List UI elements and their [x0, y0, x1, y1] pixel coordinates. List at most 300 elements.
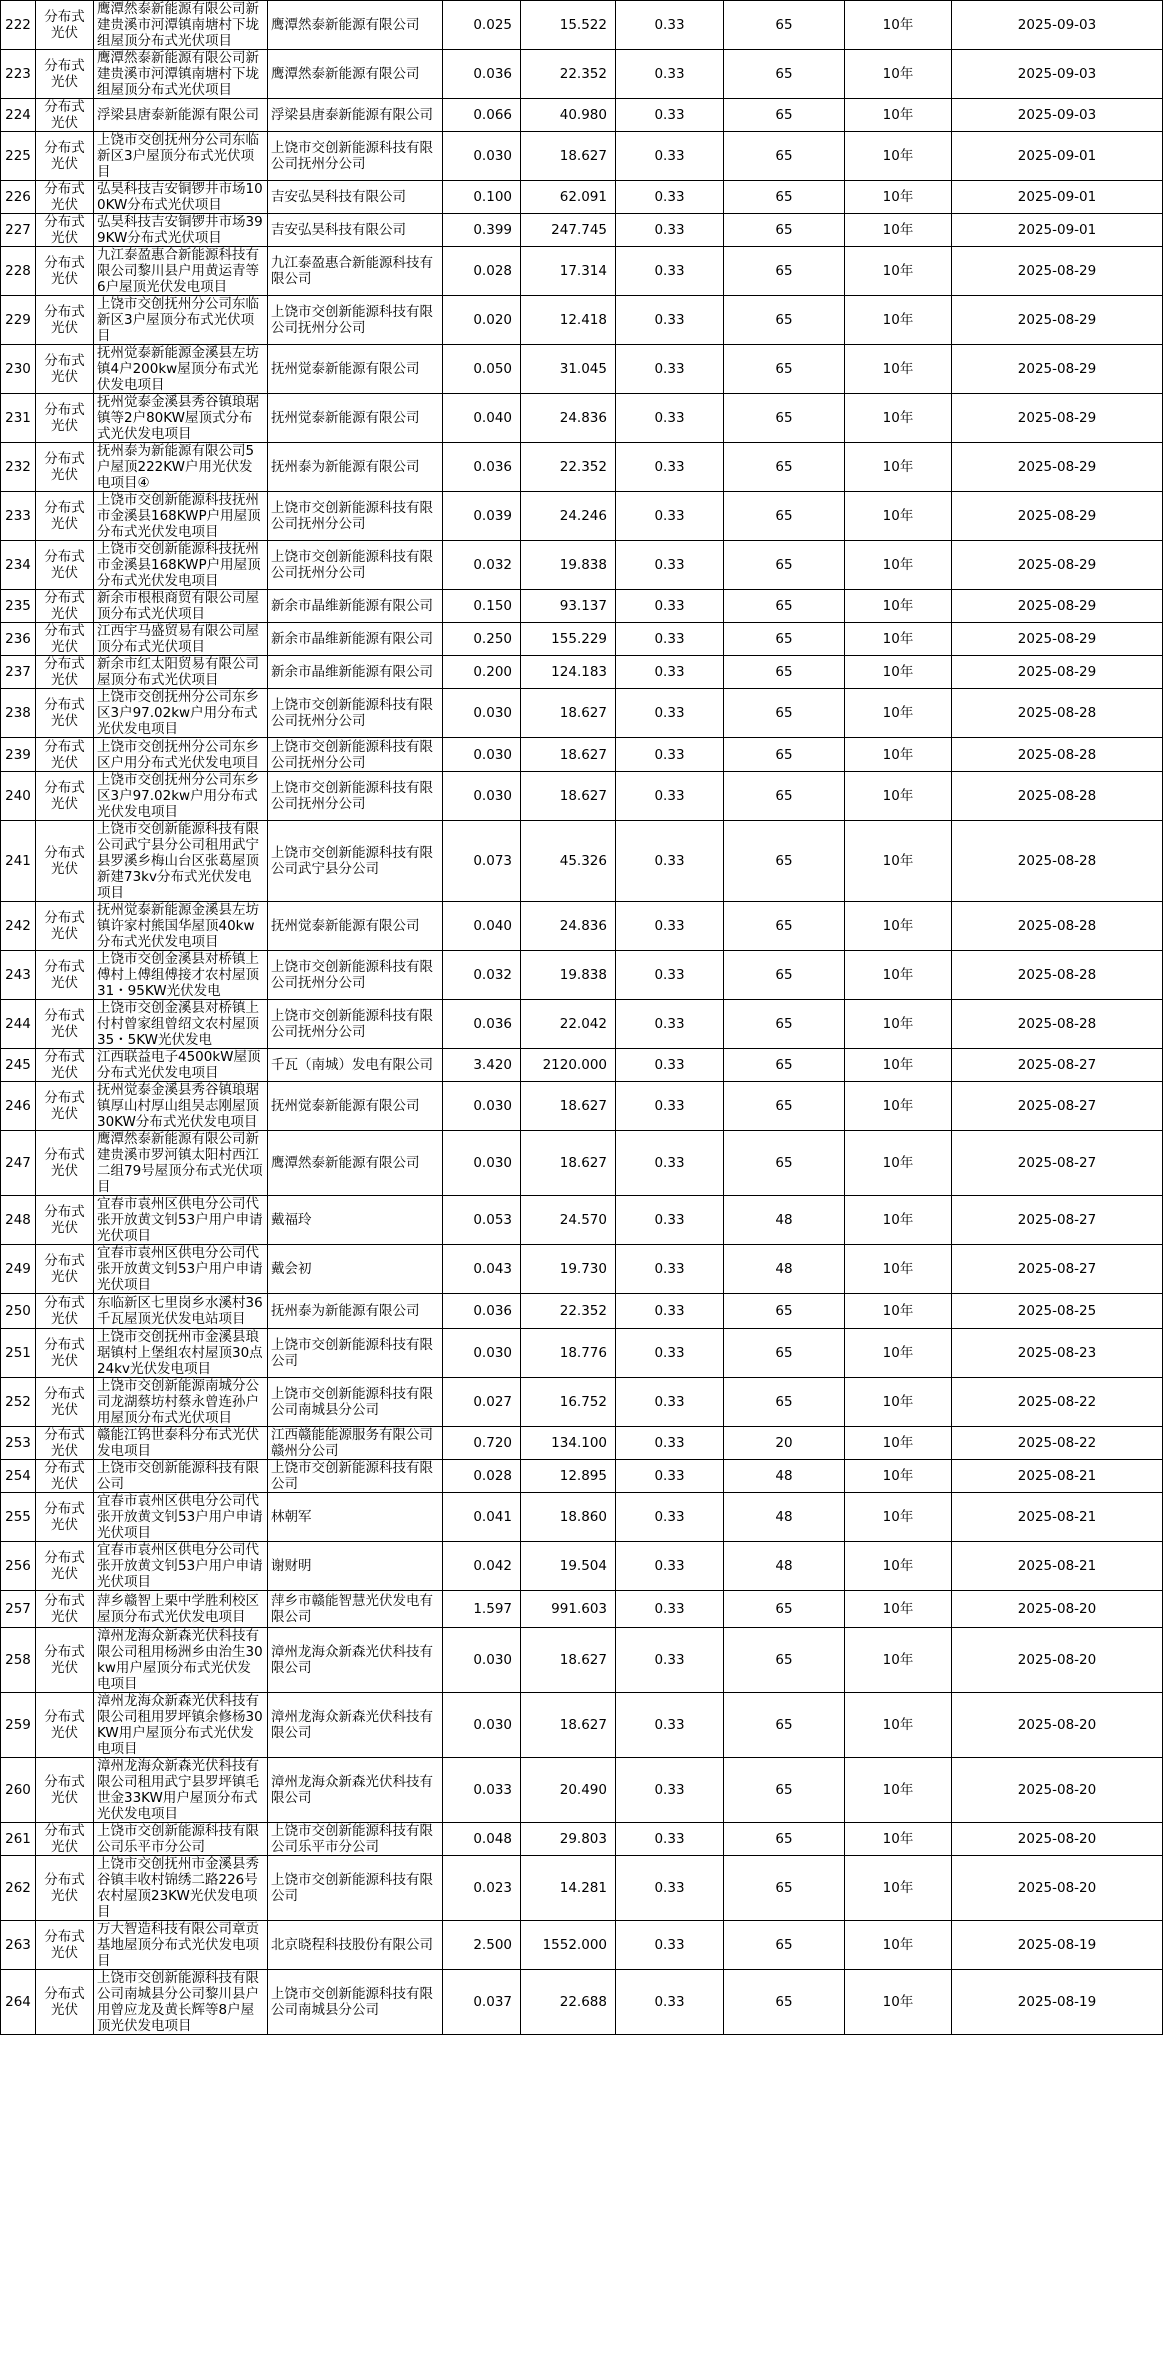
cell-date: 2025-08-29 [952, 247, 1163, 296]
cell-no: 232 [1, 443, 36, 492]
cell-type: 分布式光伏 [36, 590, 94, 623]
table-row [1, 1970, 1163, 2035]
cell-name: 上饶市交创新能源南城分公司龙湖蔡坊村蔡永曾连孙户用屋顶分布式光伏项目 [94, 1378, 268, 1427]
cell-date: 2025-08-20 [952, 1628, 1163, 1693]
cell-gen: 19.504 [521, 1542, 616, 1591]
cell-cap: 0.053 [443, 1196, 521, 1245]
cell-years: 10年 [845, 1460, 952, 1493]
table-row [1, 623, 1163, 656]
cell-gen: 22.688 [521, 1970, 616, 2035]
cell-years: 10年 [845, 492, 952, 541]
cell-gen: 19.838 [521, 951, 616, 1000]
cell-no: 246 [1, 1082, 36, 1131]
cell-span: 65 [724, 1591, 845, 1628]
cell-owner: 林朝军 [268, 1493, 443, 1542]
table-row [1, 1427, 1163, 1460]
cell-price: 0.33 [616, 1758, 724, 1823]
cell-price: 0.33 [616, 181, 724, 214]
cell-date: 2025-08-29 [952, 492, 1163, 541]
cell-gen: 18.860 [521, 1493, 616, 1542]
cell-cap: 0.250 [443, 623, 521, 656]
cell-span: 65 [724, 772, 845, 821]
cell-no: 250 [1, 1294, 36, 1329]
cell-type: 分布式光伏 [36, 1, 94, 50]
cell-type: 分布式光伏 [36, 738, 94, 772]
cell-owner: 上饶市交创新能源科技有限公司抚州分公司 [268, 541, 443, 590]
cell-date: 2025-08-29 [952, 296, 1163, 345]
cell-years: 10年 [845, 902, 952, 951]
cell-cap: 0.039 [443, 492, 521, 541]
table-row [1, 1329, 1163, 1378]
cell-type: 分布式光伏 [36, 99, 94, 132]
cell-name: 抚州觉泰新能源金溪县左坊镇许家村熊国华屋顶40kw分布式光伏发电项目 [94, 902, 268, 951]
cell-cap: 0.050 [443, 345, 521, 394]
cell-type: 分布式光伏 [36, 1970, 94, 2035]
cell-price: 0.33 [616, 1542, 724, 1591]
cell-years: 10年 [845, 1000, 952, 1049]
cell-span: 65 [724, 1970, 845, 2035]
cell-gen: 19.838 [521, 541, 616, 590]
cell-owner: 鹰潭然泰新能源有限公司 [268, 1131, 443, 1196]
cell-span: 65 [724, 132, 845, 181]
cell-owner: 上饶市交创新能源科技有限公司抚州分公司 [268, 492, 443, 541]
cell-cap: 0.041 [443, 1493, 521, 1542]
table-row [1, 1591, 1163, 1628]
cell-years: 10年 [845, 1427, 952, 1460]
cell-no: 238 [1, 689, 36, 738]
cell-type: 分布式光伏 [36, 1758, 94, 1823]
cell-span: 65 [724, 1823, 845, 1856]
cell-date: 2025-09-03 [952, 99, 1163, 132]
cell-name: 上饶市交创新能源科技抚州市金溪县168KWP户用屋顶分布式光伏发电项目 [94, 541, 268, 590]
cell-type: 分布式光伏 [36, 181, 94, 214]
cell-owner: 谢财明 [268, 1542, 443, 1591]
cell-type: 分布式光伏 [36, 1049, 94, 1082]
cell-years: 10年 [845, 1, 952, 50]
cell-years: 10年 [845, 623, 952, 656]
cell-date: 2025-08-19 [952, 1970, 1163, 2035]
cell-name: 上饶市交创新能源科技有限公司 [94, 1460, 268, 1493]
cell-gen: 18.627 [521, 132, 616, 181]
cell-date: 2025-08-27 [952, 1196, 1163, 1245]
cell-type: 分布式光伏 [36, 1628, 94, 1693]
table-row [1, 443, 1163, 492]
cell-owner: 上饶市交创新能源科技有限公司 [268, 1329, 443, 1378]
cell-span: 65 [724, 541, 845, 590]
cell-type: 分布式光伏 [36, 1082, 94, 1131]
cell-name: 上饶市交创抚州市金溪县秀谷镇丰收村锦绣二路226号农村屋顶23KW光伏发电项目 [94, 1856, 268, 1921]
cell-no: 252 [1, 1378, 36, 1427]
cell-span: 65 [724, 1378, 845, 1427]
cell-date: 2025-08-29 [952, 541, 1163, 590]
cell-gen: 247.745 [521, 214, 616, 247]
cell-date: 2025-08-22 [952, 1427, 1163, 1460]
table-row [1, 394, 1163, 443]
cell-years: 10年 [845, 394, 952, 443]
cell-price: 0.33 [616, 214, 724, 247]
table-row [1, 214, 1163, 247]
cell-years: 10年 [845, 738, 952, 772]
cell-span: 48 [724, 1460, 845, 1493]
cell-price: 0.33 [616, 951, 724, 1000]
cell-cap: 0.030 [443, 132, 521, 181]
cell-price: 0.33 [616, 345, 724, 394]
cell-owner: 上饶市交创新能源科技有限公司抚州分公司 [268, 738, 443, 772]
cell-years: 10年 [845, 689, 952, 738]
cell-years: 10年 [845, 1131, 952, 1196]
table-row [1, 1542, 1163, 1591]
cell-span: 20 [724, 1427, 845, 1460]
table-row [1, 132, 1163, 181]
cell-name: 上饶市交创抚州分公司东乡区3户97.02kw户用分布式光伏发电项目 [94, 689, 268, 738]
cell-gen: 24.570 [521, 1196, 616, 1245]
cell-type: 分布式光伏 [36, 1693, 94, 1758]
table-row [1, 821, 1163, 902]
cell-name: 宜春市袁州区供电分公司代张开放黄文钊53户用户申请光伏项目 [94, 1493, 268, 1542]
cell-name: 上饶市交创新能源科技抚州市金溪县168KWP户用屋顶分布式光伏发电项目 [94, 492, 268, 541]
cell-name: 上饶市交创新能源科技有限公司南城县分公司黎川县户用曾应龙及黄长辉等8户屋顶光伏发电项目 [94, 1970, 268, 2035]
cell-cap: 0.037 [443, 1970, 521, 2035]
cell-no: 237 [1, 656, 36, 689]
cell-cap: 0.032 [443, 541, 521, 590]
cell-date: 2025-08-27 [952, 1245, 1163, 1294]
cell-owner: 上饶市交创新能源科技有限公司武宁县分公司 [268, 821, 443, 902]
cell-type: 分布式光伏 [36, 1329, 94, 1378]
cell-no: 223 [1, 50, 36, 99]
cell-date: 2025-09-01 [952, 181, 1163, 214]
table-row [1, 1758, 1163, 1823]
cell-date: 2025-09-03 [952, 1, 1163, 50]
cell-name: 上饶市交创抚州分公司东乡区户用分布式光伏发电项目 [94, 738, 268, 772]
cell-span: 65 [724, 1294, 845, 1329]
cell-gen: 18.627 [521, 772, 616, 821]
cell-years: 10年 [845, 181, 952, 214]
table-row [1, 1131, 1163, 1196]
cell-span: 65 [724, 1856, 845, 1921]
cell-owner: 抚州泰为新能源有限公司 [268, 1294, 443, 1329]
cell-no: 261 [1, 1823, 36, 1856]
cell-gen: 29.803 [521, 1823, 616, 1856]
cell-gen: 19.730 [521, 1245, 616, 1294]
cell-gen: 93.137 [521, 590, 616, 623]
cell-no: 245 [1, 1049, 36, 1082]
cell-span: 65 [724, 394, 845, 443]
cell-type: 分布式光伏 [36, 345, 94, 394]
cell-span: 65 [724, 1329, 845, 1378]
cell-name: 鹰潭然泰新能源有限公司新建贵溪市河潭镇南塘村下垅组屋顶分布式光伏项目 [94, 50, 268, 99]
cell-years: 10年 [845, 821, 952, 902]
cell-no: 259 [1, 1693, 36, 1758]
table-row [1, 1856, 1163, 1921]
cell-name: 萍乡赣智上栗中学胜利校区屋顶分布式光伏发电项目 [94, 1591, 268, 1628]
cell-name: 上饶市交创抚州分公司东临新区3户屋顶分布式光伏项目 [94, 296, 268, 345]
cell-cap: 2.500 [443, 1921, 521, 1970]
cell-span: 65 [724, 214, 845, 247]
cell-cap: 0.030 [443, 1082, 521, 1131]
cell-type: 分布式光伏 [36, 132, 94, 181]
cell-years: 10年 [845, 590, 952, 623]
cell-owner: 吉安弘昊科技有限公司 [268, 181, 443, 214]
cell-no: 230 [1, 345, 36, 394]
cell-years: 10年 [845, 1493, 952, 1542]
cell-gen: 18.627 [521, 738, 616, 772]
cell-date: 2025-08-28 [952, 951, 1163, 1000]
cell-owner: 浮梁县唐泰新能源有限公司 [268, 99, 443, 132]
cell-type: 分布式光伏 [36, 1460, 94, 1493]
cell-no: 233 [1, 492, 36, 541]
cell-gen: 24.836 [521, 902, 616, 951]
cell-span: 65 [724, 1082, 845, 1131]
cell-price: 0.33 [616, 394, 724, 443]
cell-type: 分布式光伏 [36, 951, 94, 1000]
cell-date: 2025-08-27 [952, 1049, 1163, 1082]
cell-price: 0.33 [616, 1131, 724, 1196]
cell-span: 65 [724, 345, 845, 394]
cell-cap: 0.036 [443, 443, 521, 492]
cell-price: 0.33 [616, 443, 724, 492]
cell-no: 239 [1, 738, 36, 772]
cell-name: 上饶市交创金溪县对桥镇上付村曾家组曾绍文农村屋顶35・5KW光伏发电 [94, 1000, 268, 1049]
cell-no: 242 [1, 902, 36, 951]
cell-date: 2025-08-29 [952, 590, 1163, 623]
cell-gen: 18.627 [521, 1131, 616, 1196]
cell-span: 48 [724, 1245, 845, 1294]
cell-span: 65 [724, 1131, 845, 1196]
cell-years: 10年 [845, 1628, 952, 1693]
cell-price: 0.33 [616, 821, 724, 902]
cell-cap: 0.036 [443, 1000, 521, 1049]
table-row [1, 951, 1163, 1000]
cell-type: 分布式光伏 [36, 1000, 94, 1049]
cell-date: 2025-08-20 [952, 1758, 1163, 1823]
table-row [1, 247, 1163, 296]
cell-owner: 上饶市交创新能源科技有限公司抚州分公司 [268, 132, 443, 181]
cell-span: 48 [724, 1493, 845, 1542]
cell-date: 2025-08-29 [952, 656, 1163, 689]
cell-years: 10年 [845, 1921, 952, 1970]
cell-date: 2025-08-19 [952, 1921, 1163, 1970]
cell-no: 243 [1, 951, 36, 1000]
cell-span: 65 [724, 738, 845, 772]
cell-name: 漳州龙海众新森光伏科技有限公司租用武宁县罗坪镇毛世金33KW用户屋顶分布式光伏发电项目 [94, 1758, 268, 1823]
cell-type: 分布式光伏 [36, 1294, 94, 1329]
cell-years: 10年 [845, 1196, 952, 1245]
table-row [1, 656, 1163, 689]
cell-owner: 千瓦（南城）发电有限公司 [268, 1049, 443, 1082]
cell-name: 宜春市袁州区供电分公司代张开放黄文钊53户用户申请光伏项目 [94, 1245, 268, 1294]
cell-span: 65 [724, 1628, 845, 1693]
cell-cap: 0.030 [443, 1628, 521, 1693]
cell-cap: 0.150 [443, 590, 521, 623]
cell-years: 10年 [845, 214, 952, 247]
cell-owner: 抚州泰为新能源有限公司 [268, 443, 443, 492]
table-row [1, 1823, 1163, 1856]
cell-span: 65 [724, 1758, 845, 1823]
cell-gen: 134.100 [521, 1427, 616, 1460]
cell-gen: 20.490 [521, 1758, 616, 1823]
cell-span: 65 [724, 99, 845, 132]
cell-gen: 15.522 [521, 1, 616, 50]
cell-name: 上饶市交创新能源科技有限公司武宁县分公司租用武宁县罗溪乡梅山台区张葛屋顶新建73kv分布式光伏发电项目 [94, 821, 268, 902]
table-row [1, 1493, 1163, 1542]
cell-name: 上饶市交创抚州市金溪县琅琚镇村上堡组农村屋顶30点24kv光伏发电项目 [94, 1329, 268, 1378]
cell-name: 江西联益电子4500kW屋顶分布式光伏发电项目 [94, 1049, 268, 1082]
cell-type: 分布式光伏 [36, 1591, 94, 1628]
cell-owner: 新余市晶维新能源有限公司 [268, 656, 443, 689]
cell-price: 0.33 [616, 1460, 724, 1493]
cell-owner: 上饶市交创新能源科技有限公司 [268, 1856, 443, 1921]
cell-gen: 24.836 [521, 394, 616, 443]
cell-span: 65 [724, 821, 845, 902]
cell-years: 10年 [845, 1856, 952, 1921]
cell-name: 宜春市袁州区供电分公司代张开放黄文钊53户用户申请光伏项目 [94, 1196, 268, 1245]
cell-owner: 上饶市交创新能源科技有限公司抚州分公司 [268, 1000, 443, 1049]
cell-span: 65 [724, 1000, 845, 1049]
cell-price: 0.33 [616, 1000, 724, 1049]
cell-span: 48 [724, 1196, 845, 1245]
cell-date: 2025-08-29 [952, 443, 1163, 492]
cell-span: 65 [724, 296, 845, 345]
cell-no: 235 [1, 590, 36, 623]
cell-owner: 上饶市交创新能源科技有限公司抚州分公司 [268, 951, 443, 1000]
cell-gen: 18.627 [521, 1693, 616, 1758]
cell-owner: 抚州觉泰新能源有限公司 [268, 902, 443, 951]
table-row [1, 1628, 1163, 1693]
cell-date: 2025-08-20 [952, 1591, 1163, 1628]
cell-type: 分布式光伏 [36, 492, 94, 541]
cell-owner: 上饶市交创新能源科技有限公司抚州分公司 [268, 296, 443, 345]
cell-cap: 0.030 [443, 738, 521, 772]
cell-cap: 0.025 [443, 1, 521, 50]
cell-date: 2025-08-25 [952, 1294, 1163, 1329]
cell-no: 256 [1, 1542, 36, 1591]
cell-cap: 0.030 [443, 1131, 521, 1196]
cell-owner: 上饶市交创新能源科技有限公司南城县分公司 [268, 1378, 443, 1427]
cell-name: 弘昊科技吉安铜锣井市场100KW分布式光伏项目 [94, 181, 268, 214]
cell-cap: 0.030 [443, 772, 521, 821]
cell-price: 0.33 [616, 99, 724, 132]
cell-years: 10年 [845, 1970, 952, 2035]
cell-name: 上饶市交创新能源科技有限公司乐平市分公司 [94, 1823, 268, 1856]
cell-price: 0.33 [616, 1049, 724, 1082]
cell-price: 0.33 [616, 1856, 724, 1921]
cell-cap: 0.033 [443, 1758, 521, 1823]
cell-name: 抚州泰为新能源有限公司5户屋顶222KW户用光伏发电项目④ [94, 443, 268, 492]
cell-cap: 0.027 [443, 1378, 521, 1427]
cell-date: 2025-08-28 [952, 772, 1163, 821]
cell-date: 2025-08-21 [952, 1542, 1163, 1591]
cell-no: 222 [1, 1, 36, 50]
cell-owner: 吉安弘昊科技有限公司 [268, 214, 443, 247]
cell-no: 253 [1, 1427, 36, 1460]
cell-years: 10年 [845, 772, 952, 821]
cell-cap: 0.100 [443, 181, 521, 214]
cell-price: 0.33 [616, 132, 724, 181]
cell-price: 0.33 [616, 1921, 724, 1970]
cell-cap: 0.399 [443, 214, 521, 247]
cell-years: 10年 [845, 1823, 952, 1856]
cell-name: 赣能江钨世泰科分布式光伏发电项目 [94, 1427, 268, 1460]
cell-gen: 17.314 [521, 247, 616, 296]
cell-years: 10年 [845, 99, 952, 132]
cell-no: 263 [1, 1921, 36, 1970]
cell-type: 分布式光伏 [36, 1823, 94, 1856]
cell-price: 0.33 [616, 1378, 724, 1427]
cell-cap: 0.040 [443, 902, 521, 951]
cell-price: 0.33 [616, 50, 724, 99]
cell-owner: 新余市晶维新能源有限公司 [268, 623, 443, 656]
table-row [1, 1294, 1163, 1329]
cell-owner: 江西赣能能源服务有限公司赣州分公司 [268, 1427, 443, 1460]
cell-years: 10年 [845, 1245, 952, 1294]
cell-name: 弘昊科技吉安铜锣井市场399KW分布式光伏项目 [94, 214, 268, 247]
table-row [1, 99, 1163, 132]
cell-date: 2025-09-01 [952, 132, 1163, 181]
cell-price: 0.33 [616, 1493, 724, 1542]
cell-gen: 62.091 [521, 181, 616, 214]
cell-date: 2025-08-28 [952, 902, 1163, 951]
cell-name: 万大智造科技有限公司章贡基地屋顶分布式光伏发电项目 [94, 1921, 268, 1970]
cell-price: 0.33 [616, 1823, 724, 1856]
cell-price: 0.33 [616, 902, 724, 951]
cell-cap: 0.200 [443, 656, 521, 689]
cell-no: 258 [1, 1628, 36, 1693]
cell-price: 0.33 [616, 1196, 724, 1245]
cell-no: 224 [1, 99, 36, 132]
cell-span: 65 [724, 443, 845, 492]
cell-cap: 0.028 [443, 1460, 521, 1493]
table-row [1, 1, 1163, 50]
cell-date: 2025-08-28 [952, 821, 1163, 902]
cell-price: 0.33 [616, 1970, 724, 2035]
cell-no: 241 [1, 821, 36, 902]
cell-price: 0.33 [616, 1427, 724, 1460]
cell-type: 分布式光伏 [36, 443, 94, 492]
table-row [1, 1196, 1163, 1245]
cell-type: 分布式光伏 [36, 247, 94, 296]
cell-name: 漳州龙海众新森光伏科技有限公司租用杨洲乡由治生30kw用户屋顶分布式光伏发电项目 [94, 1628, 268, 1693]
cell-date: 2025-08-28 [952, 689, 1163, 738]
table-row [1, 772, 1163, 821]
cell-date: 2025-08-28 [952, 1000, 1163, 1049]
cell-gen: 22.042 [521, 1000, 616, 1049]
table-row [1, 738, 1163, 772]
cell-type: 分布式光伏 [36, 1856, 94, 1921]
cell-name: 鹰潭然泰新能源有限公司新建贵溪市河潭镇南塘村下垅组屋顶分布式光伏项目 [94, 1, 268, 50]
cell-gen: 22.352 [521, 1294, 616, 1329]
cell-no: 254 [1, 1460, 36, 1493]
cell-gen: 14.281 [521, 1856, 616, 1921]
cell-name: 鹰潭然泰新能源有限公司新建贵溪市罗河镇太阳村西江二组79号屋顶分布式光伏项目 [94, 1131, 268, 1196]
cell-price: 0.33 [616, 590, 724, 623]
cell-price: 0.33 [616, 772, 724, 821]
cell-owner: 上饶市交创新能源科技有限公司 [268, 1460, 443, 1493]
cell-price: 0.33 [616, 1, 724, 50]
cell-price: 0.33 [616, 1628, 724, 1693]
cell-owner: 新余市晶维新能源有限公司 [268, 590, 443, 623]
cell-owner: 上饶市交创新能源科技有限公司抚州分公司 [268, 772, 443, 821]
cell-type: 分布式光伏 [36, 623, 94, 656]
cell-years: 10年 [845, 132, 952, 181]
cell-date: 2025-08-21 [952, 1460, 1163, 1493]
cell-type: 分布式光伏 [36, 1542, 94, 1591]
cell-years: 10年 [845, 50, 952, 99]
cell-owner: 鹰潭然泰新能源有限公司 [268, 50, 443, 99]
cell-span: 65 [724, 623, 845, 656]
cell-gen: 18.776 [521, 1329, 616, 1378]
cell-price: 0.33 [616, 1294, 724, 1329]
cell-span: 65 [724, 951, 845, 1000]
